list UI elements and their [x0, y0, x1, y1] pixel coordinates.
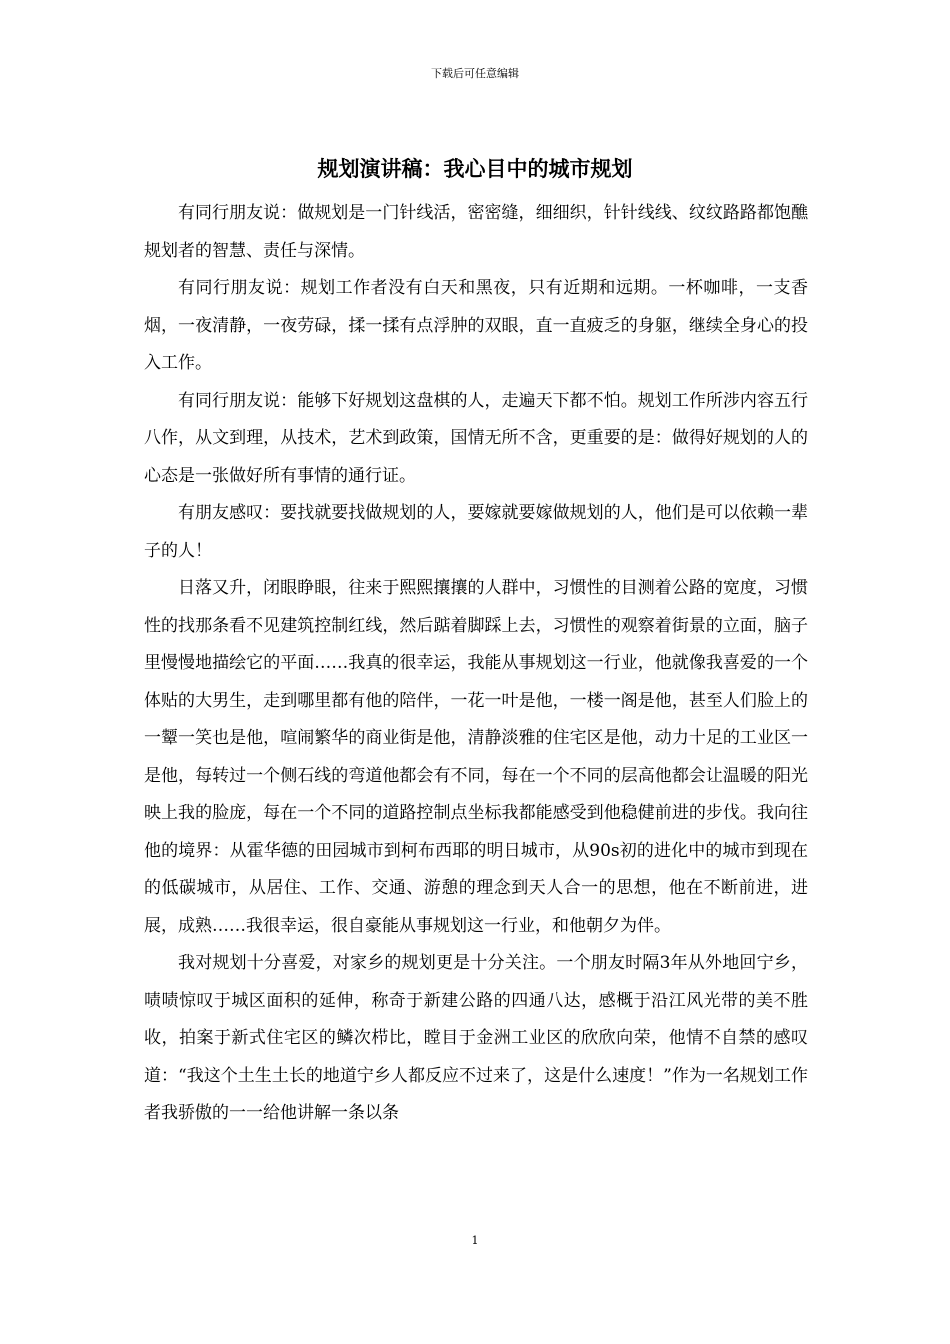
paragraph: 有朋友感叹：要找就要找做规划的人，要嫁就要嫁做规划的人，他们是可以依赖一辈子的人！ [144, 503, 808, 561]
paragraph: 日落又升，闭眼睁眼，往来于熙熙攘攘的人群中，习惯性的目测着公路的宽度，习惯性的找那条看不见建筑控制红线，然后踮着脚踩上去，习惯性的观察着街景的立面，脑子里慢慢地描绘它的平面……我真的很幸运，我能从事规划这一行业，他就像我喜爱的一个体贴的大男生，走到哪里都有他的陪伴，一花一叶是他，一楼一阁是他，甚至人们脸上的一颦一笑也是他，喧闹繁华的商业街是他，清静淡雅的住宅区是他，动力十足的工业区一是他，每转过一个侧石线的弯道他都会有不同，每在一个不同的层高他都会让温暖的阳光映上我的脸庞，每在一个不同的道路控制点坐标我都能感受到他稳健前进的步伐。我向往他的境界：从霍华德的田园城市到柯布西耶的明日城市，从90s初的进化中的城市到现在的低碳城市，从居住、工作、交通、游憩的理念到天人合一的思想，他在不断前进，进展，成熟……我很幸运，很自豪能从事规划这一行业，和他朝夕为伴。 [144, 578, 808, 936]
page-number: 1 [471, 1234, 479, 1247]
paragraph: 有同行朋友说：规划工作者没有白天和黑夜，只有近期和远期。一杯咖啡，一支香烟，一夜清静，一夜劳碌，揉一揉有点浮肿的双眼，直一直疲乏的身躯，继续全身心的投入工作。 [144, 278, 808, 373]
document-body [144, 195, 808, 1133]
paragraph: 我对规划十分喜爱，对家乡的规划更是十分关注。一个朋友时隔3年从外地回宁乡，啧啧惊叹于城区面积的延伸，称奇于新建公路的四通八达，感概于沿江风光带的美不胜收，拍案于新式住宅区的鳞次栉比，瞠目于金洲工业区的欣欣向荣，他情不自禁的感叹道：“我这个土生土长的地道宁乡人都反应不过来了，这是什么速度！”作为一名规划工作者我骄傲的一一给他讲解一条以条 [144, 953, 808, 1123]
document-title: 规划演讲稿：我心目中的城市规划 [317, 156, 633, 181]
paragraph: 有同行朋友说：做规划是一门针线活，密密缝，细细织，针针线线、纹纹路路都饱醮规划者的智慧、责任与深情。 [144, 203, 808, 261]
page-header-note: 下载后可任意编辑 [431, 67, 519, 80]
paragraph: 有同行朋友说：能够下好规划这盘棋的人，走遍天下都不怕。规划工作所涉内容五行八作，从文到理，从技术，艺术到政策，国情无所不含，更重要的是：做得好规划的人的心态是一张做好所有事情的通行证。 [144, 390, 808, 486]
